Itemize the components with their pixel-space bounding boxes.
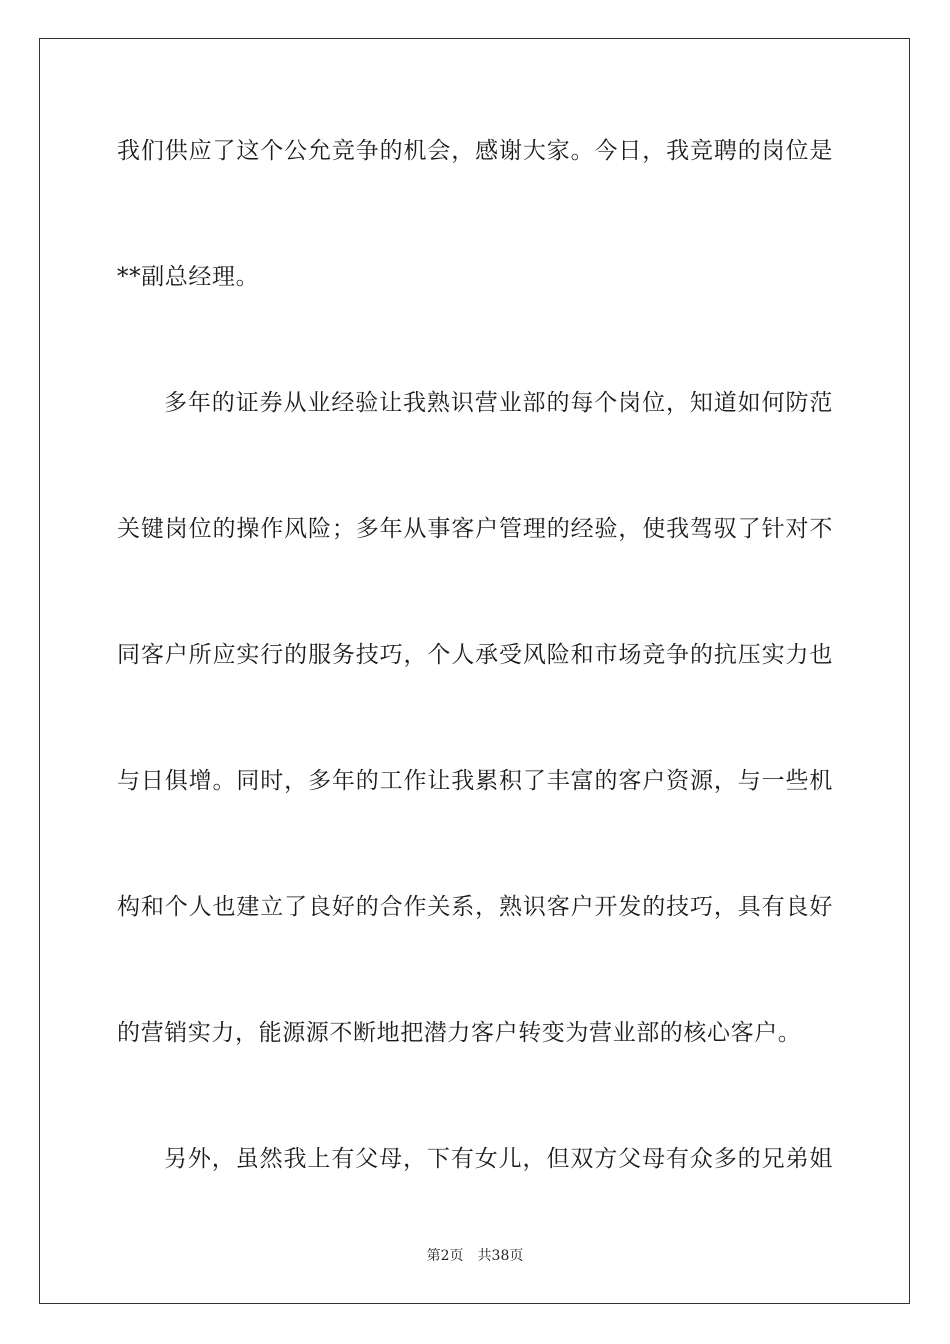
text-line-1: 我们供应了这个公允竞争的机会，感谢大家。今日，我竞聘的岗位是 bbox=[117, 138, 833, 164]
text-line-5: 同客户所应实行的服务技巧，个人承受风险和市场竞争的抗压实力也 bbox=[117, 642, 833, 668]
text-line-9: 另外，虽然我上有父母，下有女儿，但双方父母有众多的兄弟姐 bbox=[164, 1146, 833, 1172]
total-pages: 共38页 bbox=[477, 1248, 524, 1264]
text-line-8: 的营销实力，能源源不断地把潜力客户转变为营业部的核心客户。 bbox=[117, 1020, 802, 1046]
page-border bbox=[39, 38, 910, 1304]
text-line-6: 与日俱增。同时，多年的工作让我累积了丰富的客户资源，与一些机 bbox=[117, 768, 833, 794]
text-line-3: 多年的证券从业经验让我熟识营业部的每个岗位，知道如何防范 bbox=[164, 390, 833, 416]
page-footer bbox=[0, 1247, 950, 1265]
text-line-2: **副总经理。 bbox=[117, 264, 260, 290]
text-line-4: 关键岗位的操作风险；多年从事客户管理的经验，使我驾驭了针对不 bbox=[117, 516, 833, 542]
page-number: 第2页 bbox=[426, 1248, 464, 1264]
text-line-7: 构和个人也建立了良好的合作关系，熟识客户开发的技巧，具有良好 bbox=[117, 894, 833, 920]
